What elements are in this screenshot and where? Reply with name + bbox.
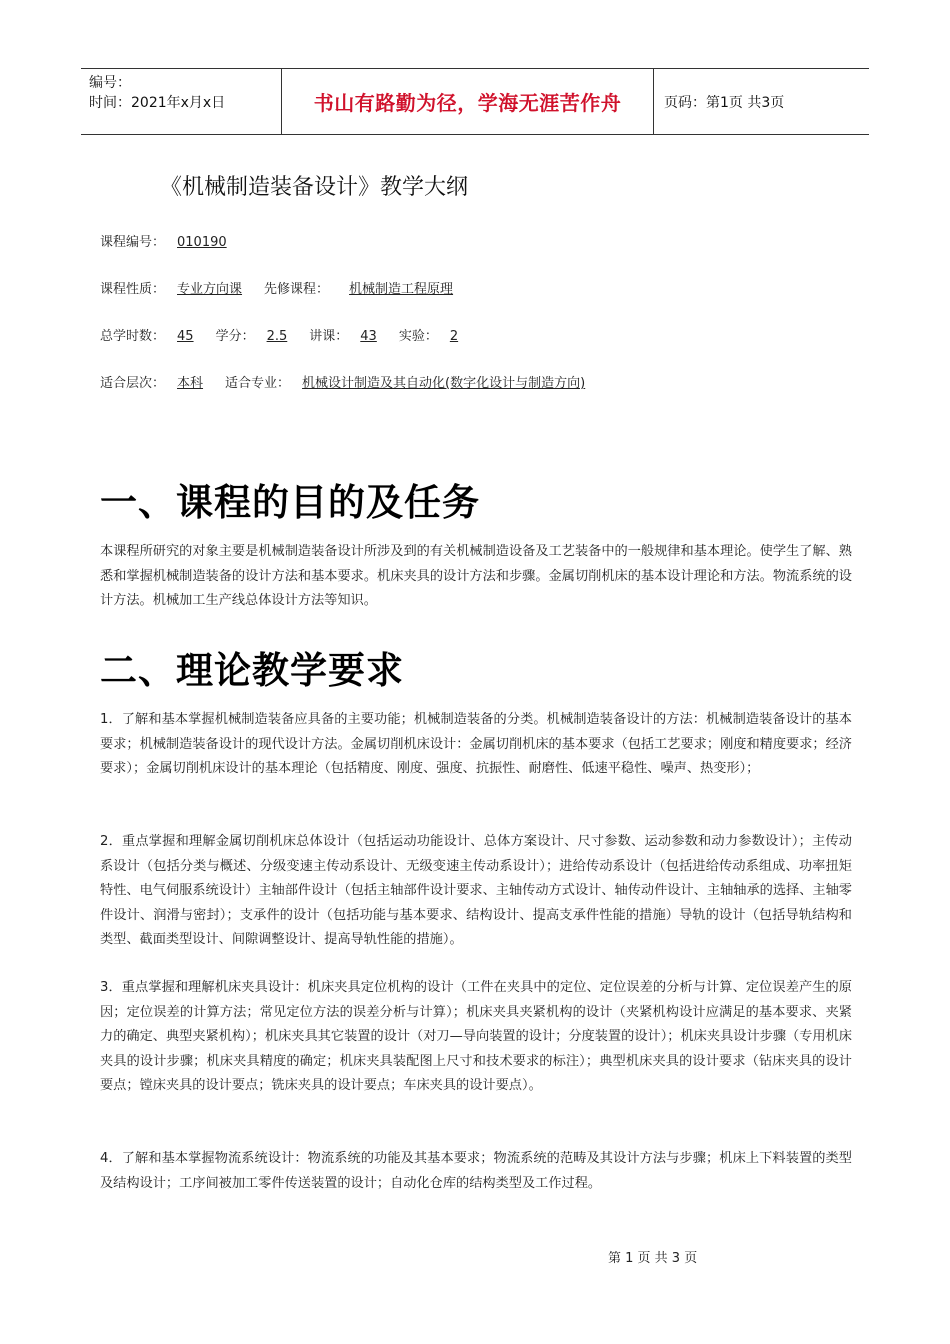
theory-item-1: 1．了解和基本掌握机械制造装备应具备的主要功能；机械制造装备的分类。机械制造装备设计的方法：机械制造装备设计的基本要求；机械制造装备设计的现代设计方法。金属切削机床设计：金属切削机床的基本要求（包括工艺要求；刚度和精度要求；经济要求）；金属切削机床设计的基本理论（包括精度、刚度、强度、抗振性、耐磨性、低速平稳性、噪声、热变形）；: [100, 712, 852, 777]
lecture-label: 讲课：: [309, 329, 349, 344]
credit-label: 学分：: [215, 329, 255, 344]
header-motto: 书山有路勤为径，学海无涯苦作舟: [281, 69, 654, 134]
prereq-label: 先修课程：: [264, 282, 330, 297]
lab-value: 2: [449, 329, 459, 344]
theory-item-2: 2．重点掌握和理解金属切削机床总体设计（包括运动功能设计、总体方案设计、尺寸参数、运动参数和动力参数设计）；主传动系设计（包括分类与概述、分级变速主传动系设计、无级变速主传动系设计）；进给传动系设计（包括进给传动系组成、功率扭矩特性、电气伺服系统设计）主轴部件设计（包括主轴部件设计要求、主轴传动方式设计、轴传动件设计、主轴轴承的选择、主轴零件设计、润滑与密封）；支承件的设计（包括功能与基本要求、结构设计、提高支承件性能的措施）导轨的设计（包括导轨结构和类型、截面类型设计、间隙调整设计、提高导轨性能的措施）。: [100, 834, 852, 948]
header-left: [81, 69, 281, 134]
theory-item-3: 3．重点掌握和理解机床夹具设计：机床夹具定位机构的设计（工件在夹具中的定位、定位误差的分析与计算、定位误差产生的原因；定位误差的计算方法；常见定位方法的误差分析与计算）；机床夹具夹紧机构的设计（夹紧机构设计应满足的基本要求、夹紧力的确定、典型夹紧机构）；机床夹具其它装置的设计（对刀—导向装置的设计；分度装置的设计）；机床夹具设计步骤（专用机床夹具的设计步骤；机床夹具精度的确定；机床夹具装配图上尺寸和技术要求的标注）；典型机床夹具的设计要求（钻床夹具的设计要点；镗床夹具的设计要点；铣床夹具的设计要点；车床夹具的设计要点）。: [100, 980, 852, 1094]
meta-row-nature: [100, 278, 483, 297]
major-label: 适合专业：: [225, 376, 291, 391]
date-label: 时间：2021年x月x日: [89, 95, 226, 111]
section-body-purpose: 本课程所研究的对象主要是机械制造装备设计所涉及到的有关机械制造设备及工艺装备中的一般规律和基本理论。使学生了解、熟悉和掌握机械制造装备的设计方法和基本要求。机床夹具的设计方法和步骤。金属切削机床的基本设计理论和方法。物流系统的设计方法。机械加工生产线总体设计方法等知识。: [100, 544, 852, 609]
number-label: 编号：: [89, 75, 131, 91]
theory-item-4: 4．了解和基本掌握物流系统设计：物流系统的功能及其基本要求；物流系统的范畴及其设计方法与步骤；机床上下料装置的类型及结构设计；工序间被加工零件传送装置的设计；自动化仓库的结构类型及工作过程。: [100, 1151, 852, 1191]
hours-label: 总学时数：: [100, 329, 166, 344]
course-code-value: 010190: [177, 235, 227, 250]
course-code-label: 课程编号：: [100, 235, 166, 250]
meta-row-hours: [100, 325, 480, 344]
section-title-purpose: 一、课程的目的及任务: [100, 481, 480, 524]
document-title: 《机械制造装备设计》教学大纲: [160, 175, 469, 200]
prereq-value: 机械制造工程原理: [349, 282, 454, 297]
page-footer: 第 1 页 共 3 页: [608, 1251, 698, 1266]
nature-label: 课程性质：: [100, 282, 166, 297]
hours-value: 45: [177, 329, 194, 344]
credit-value: 2.5: [266, 329, 288, 344]
meta-row-code: [100, 231, 249, 250]
major-value: 机械设计制造及其自动化(数字化设计与制造方向): [302, 376, 586, 391]
lecture-value: 43: [360, 329, 377, 344]
meta-row-level: [100, 372, 607, 391]
section-title-theory: 二、理论教学要求: [100, 649, 404, 692]
header-page-label: 页码：第1页 共3页: [664, 94, 785, 111]
level-label: 适合层次：: [100, 376, 166, 391]
lab-label: 实验：: [398, 329, 438, 344]
level-value: 本科: [177, 376, 204, 391]
nature-value: 专业方向课: [177, 282, 243, 297]
page-header: [81, 68, 869, 135]
